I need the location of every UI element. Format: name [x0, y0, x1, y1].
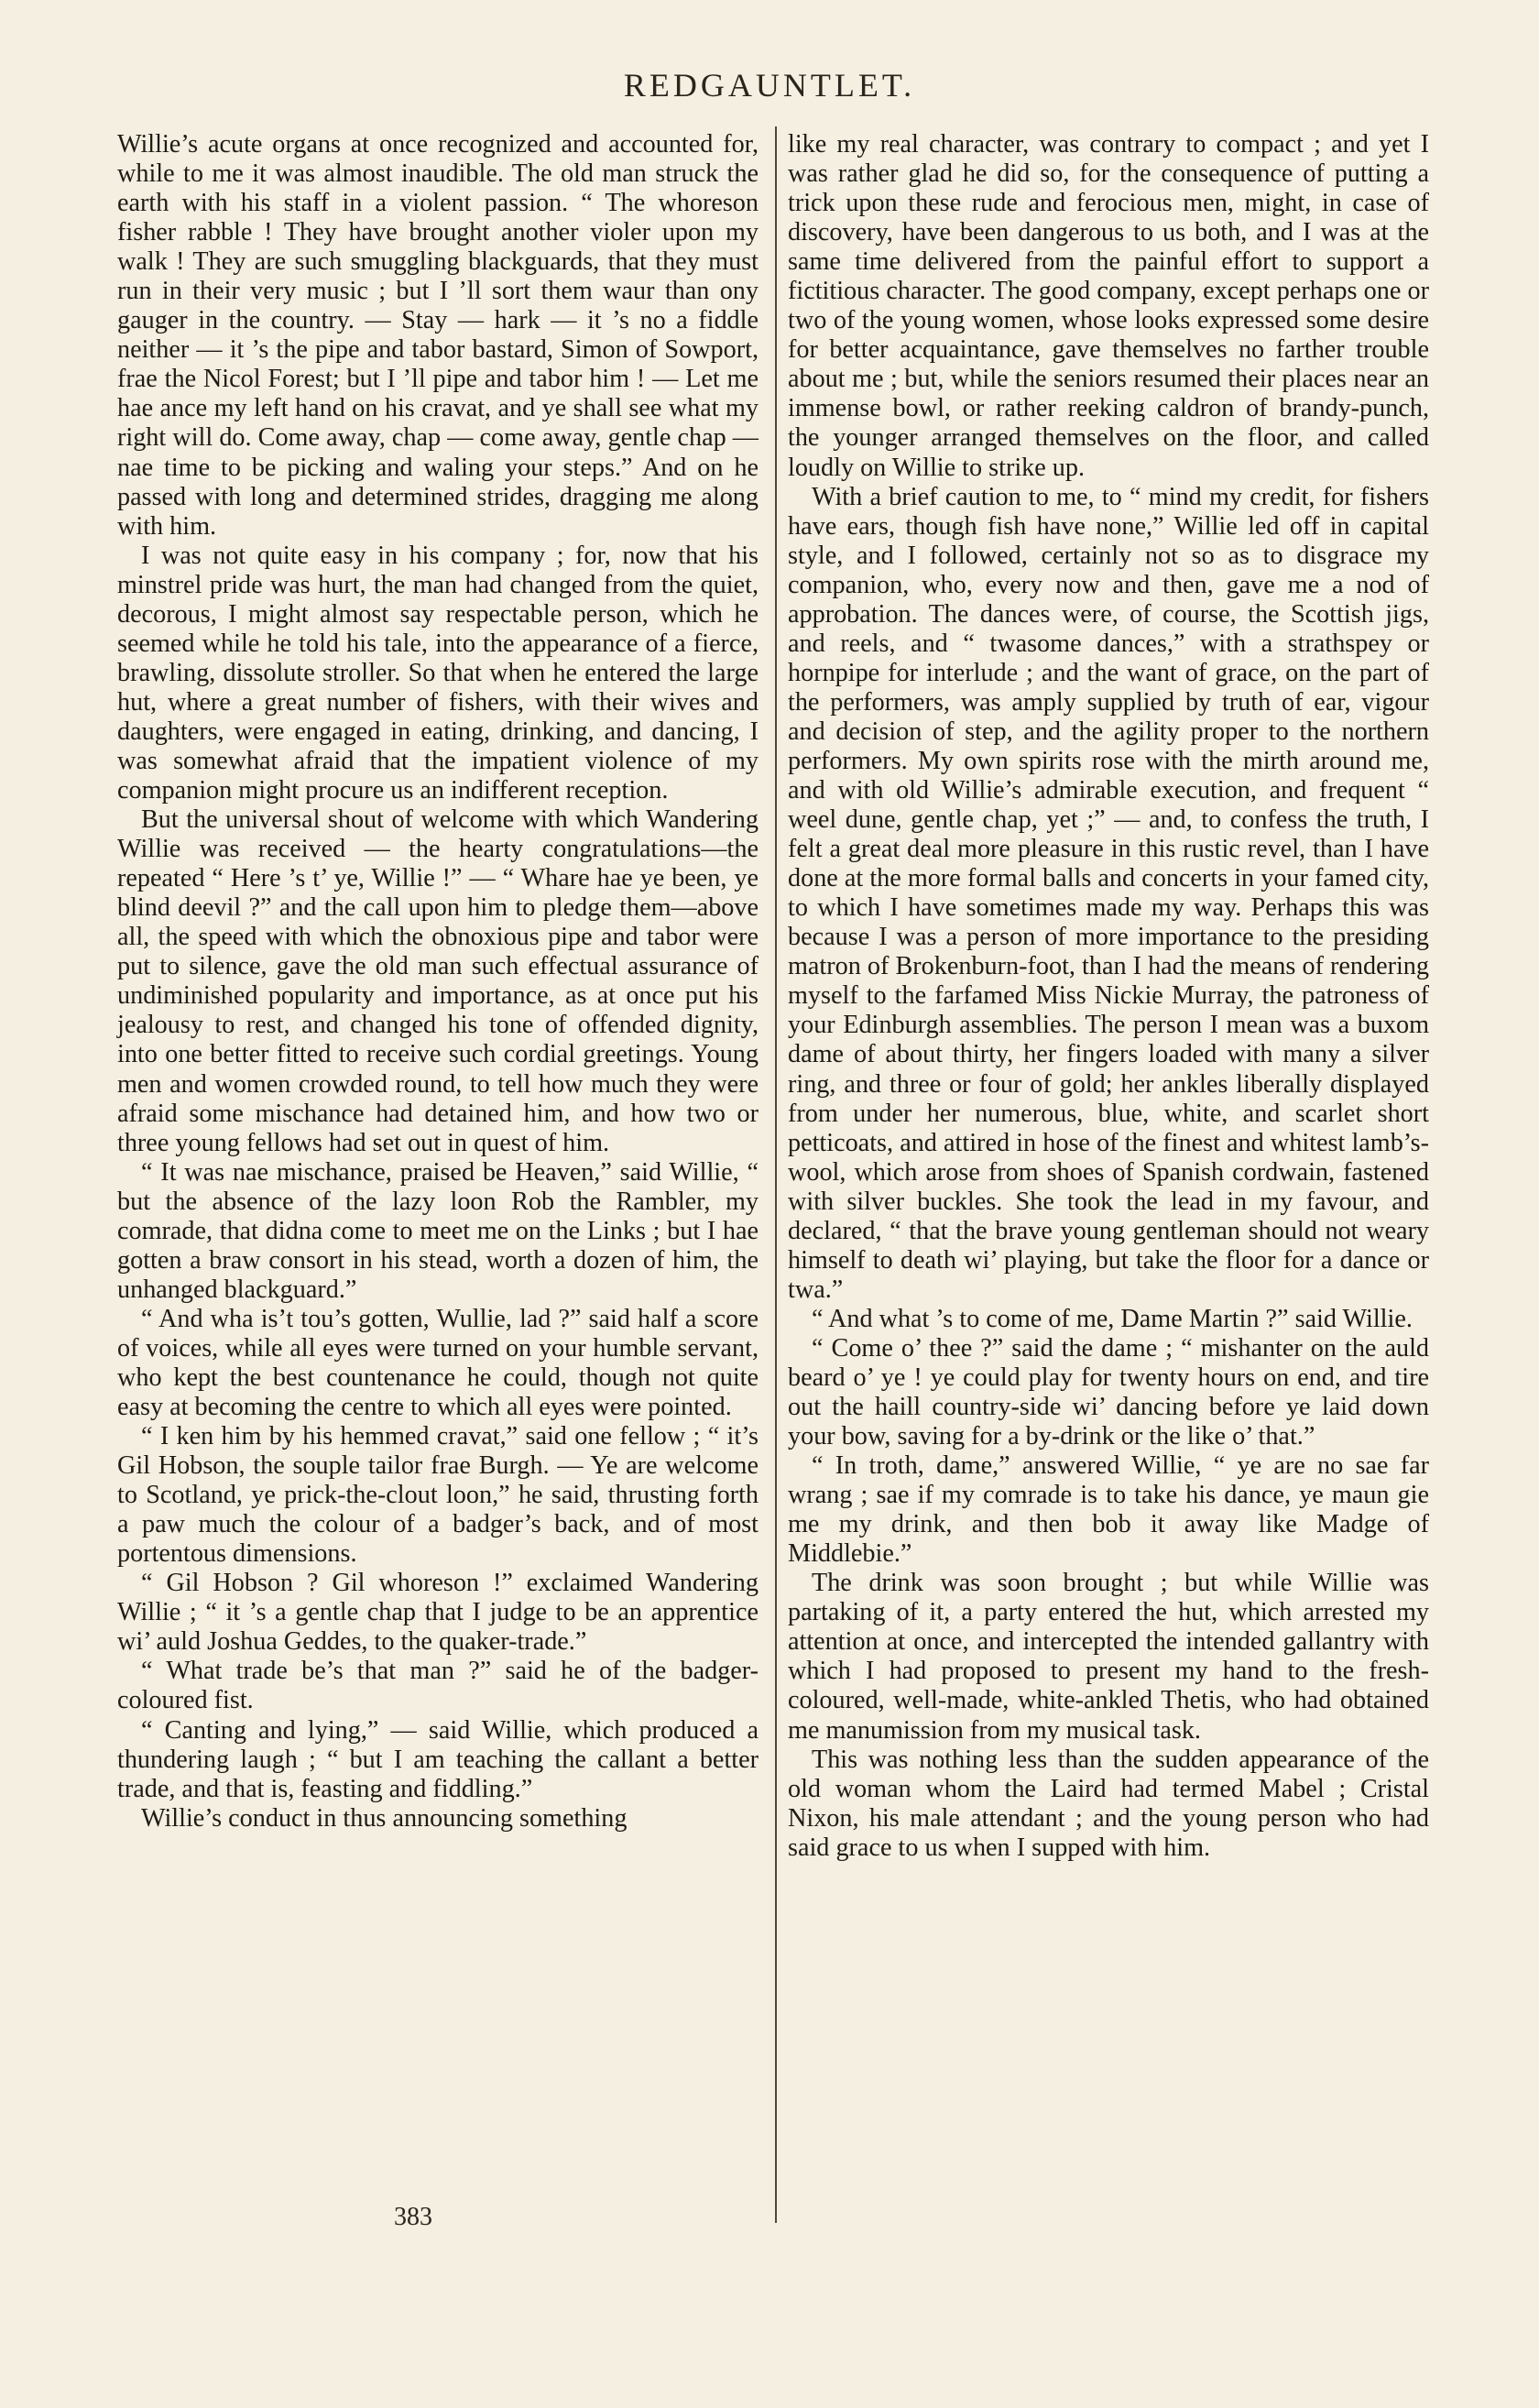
paragraph: “ Gil Hobson ? Gil whoreson !” exclaimed Wandering Willie ; “ it ’s a gentle chap that I judge to be an apprentice wi’ auld Joshua Geddes, to the quaker-trade.”	[117, 1569, 759, 1657]
paragraph: I was not quite easy in his company ; for, now that his minstrel pride was hurt, the man had changed from the quiet, decorous, I might almost say respectable person, which he seemed while he told his tale, into the appearance of a fierce, brawling, dissolute stroller. So that when he entered the large hut, where a great number of fishers, with their wives and daughters, were engaged in eating, drinking, and dancing, I was somewhat afraid that the impatient violence of my companion might procure us an indifferent reception.	[117, 541, 759, 805]
paragraph: With a brief caution to me, to “ mind my credit, for fishers have ears, though fish have none,” Willie led off in capital style, and I followed, certainly not so as to disgrace my companion, who, every now and then, gave me a nod of approbation. The dances were, of course, the Scottish jigs, and reels, and “ twasome dances,” with a strathspey or hornpipe for interlude ; and the want of grace, on the part of the performers, was amply supplied by truth of ear, vigour and decision of step, and the agility proper to the northern performers. My own spirits rose with the mirth around me, and with old Willie’s admirable execution, and frequent “ weel dune, gentle chap, yet ;” — and, to confess the truth, I felt a great deal more pleasure in this rustic revel, than I have done at the more formal balls and concerts in your famed city, to which I have sometimes made my way. Perhaps this was because I was a person of more importance to the presiding matron of Brokenburn-foot, than I had the means of rendering myself to the farfamed Miss Nickie Murray, the patroness of your Edinburgh assemblies. The person I mean was a buxom dame of about thirty, her fingers loaded with many a silver ring, and three or four of gold; her ankles liberally displayed from under her numerous, blue, white, and scarlet short petticoats, and attired in hose of the finest and whitest lamb’s-wool, which arose from shoes of Spanish cordwain, fastened with silver buckles. She took the lead in my favour, and declared, “ that the brave young gentleman should not weary himself to death wi’ playing, but take the floor for a dance or twa.”	[788, 482, 1429, 1304]
paragraph: But the universal shout of welcome with which Wandering Willie was received — the hearty congratulations—the repeated “ Here ’s t’ ye, Willie !” — “ Whare hae ye been, ye blind deevil ?” and the call upon him to pledge them—above all, the speed with which the obnoxious pipe and tabor were put to silence, gave the old man such effectual assurance of undiminished popularity and importance, as at once put his jealousy to rest, and changed his tone of offended dignity, into one better fitted to receive such cordial greetings. Young men and women crowded round, to tell how much they were afraid some mischance had detained him, and how two or three young fellows had set out in quest of him.	[117, 805, 759, 1157]
page-number: 383	[394, 2203, 432, 2231]
paragraph: Willie’s acute organs at once recognized and accounted for, while to me it was almost inaudible. The old man struck the earth with his staff in a violent passion. “ The whoreson fisher rabble ! They have brought another violer upon my walk ! They are such smuggling blackguards, that they must run in their very music ; but I ’ll sort them waur than ony gauger in the country. — Stay — hark — it ’s no a fiddle neither — it ’s the pipe and tabor bastard, Simon of Sowport, frae the Nicol Forest; but I ’ll pipe and tabor him ! — Let me hae ance my left hand on his cravat, and ye shall see what my right will do. Come away, chap — come away, gentle chap — nae time to be picking and waling your steps.” And on he passed with long and determined strides, dragging me along with him.	[117, 130, 759, 541]
paragraph: “ And what ’s to come of me, Dame Martin ?” said Willie.	[812, 1304, 1413, 1333]
paragraph: The drink was soon brought ; but while Willie was partaking of it, a party entered the hut, which arrested my attention at once, and intercepted the intended gallantry with which I had proposed to present my hand to the fresh-coloured, well-made, white-ankled Thetis, who had obtained me manumission from my musical task.	[788, 1569, 1429, 1745]
paragraph: “ I ken him by his hemmed cravat,” said one fellow ; “ it’s Gil Hobson, the souple tailor frae Burgh. — Ye are welcome to Scotland, ye prick-the-clout loon,” he said, thrusting forth a paw much the colour of a badger’s back, and of most portentous dimensions.	[117, 1422, 759, 1569]
paragraph: This was nothing less than the sudden appearance of the old woman whom the Laird had termed Mabel ; Cristal Nixon, his male attendant ; and the young person who had said grace to us when I supped with him.	[788, 1745, 1429, 1862]
paragraph: like my real character, was contrary to compact ; and yet I was rather glad he did so, for the consequence of putting a trick upon these rude and ferocious men, might, in case of discovery, have been dangerous to us both, and I was at the same time delivered from the painful effort to support a fictitious character. The good company, except perhaps one or two of the young women, whose looks expressed some desire for better acquaintance, gave themselves no farther trouble about me ; but, while the seniors resumed their places near an immense bowl, or rather reeking caldron of brandy-punch, the younger arranged themselves on the floor, and called loudly on Willie to strike up.	[788, 130, 1429, 482]
right-column	[788, 130, 1429, 2183]
paragraph: “ Canting and lying,” — said Willie, which produced a thundering laugh ; “ but I am teaching the callant a better trade, and that is, feasting and fiddling.”	[117, 1715, 759, 1803]
paragraph: “ It was nae mischance, praised be Heaven,” said Willie, “ but the absence of the lazy loon Rob the Rambler, my comrade, that didna come to meet me on the Links ; but I hae gotten a braw consort in his stead, worth a dozen of him, the unhanged blackguard.”	[117, 1157, 759, 1304]
left-column	[117, 130, 759, 2183]
column-divider	[775, 126, 777, 2223]
paragraph: “ In troth, dame,” answered Willie, “ ye are no sae far wrang ; sae if my comrade is to take his dance, ye maun gie me my drink, and then bob it away like Madge of Middlebie.”	[788, 1451, 1429, 1569]
paragraph: “ Come o’ thee ?” said the dame ; “ mishanter on the auld beard o’ ye ! ye could play for twenty hours on end, and tire out the haill country-side wi’ dancing before ye laid down your bow, saving for a by-drink or the like o’ that.”	[788, 1333, 1429, 1451]
paragraph: Willie’s conduct in thus announcing something	[141, 1803, 628, 1833]
running-header: REDGAUNTLET.	[623, 67, 916, 104]
paragraph: “ What trade be’s that man ?” said he of the badger-coloured fist.	[117, 1657, 759, 1715]
paragraph: “ And wha is’t tou’s gotten, Wullie, lad ?” said half a score of voices, while all eyes were turned on your humble servant, who kept the best countenance he could, though not quite easy at becoming the centre to which all eyes were pointed.	[117, 1304, 759, 1422]
